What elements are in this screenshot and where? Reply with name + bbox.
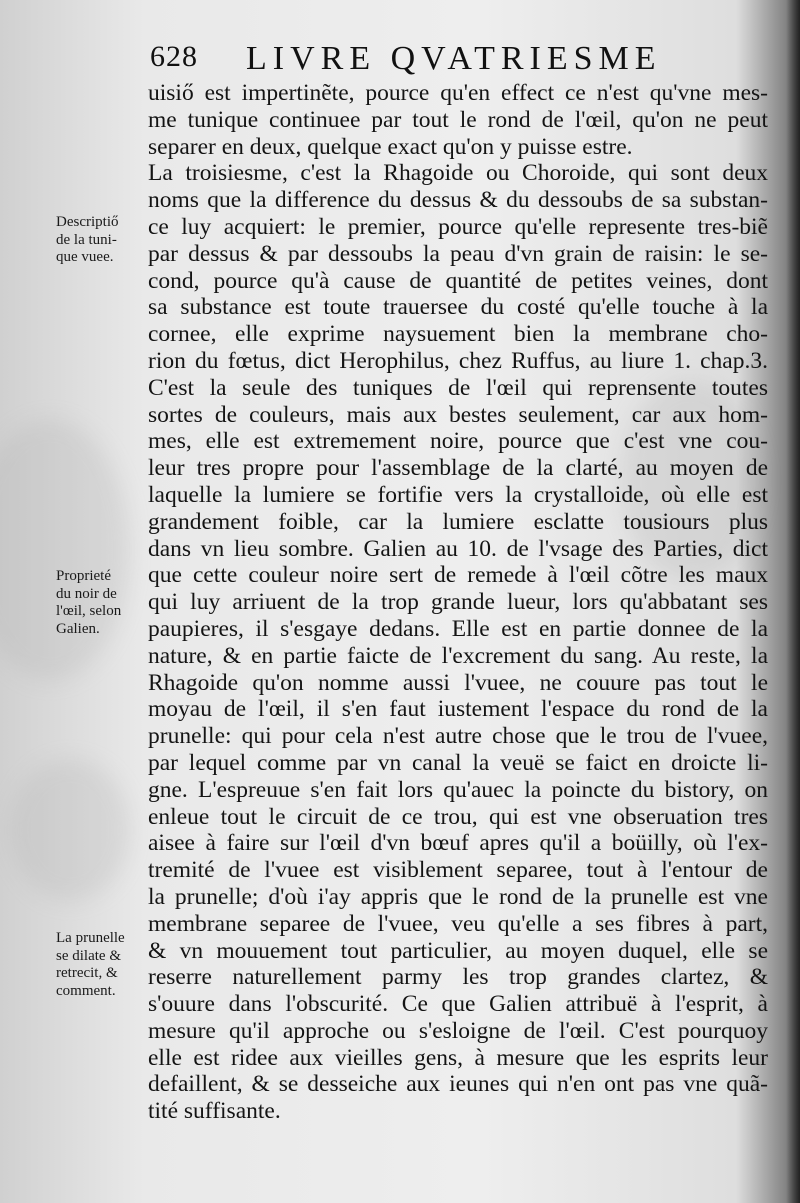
text-line: mes, elle est extremement noire, pource que c'est vne cou- — [148, 428, 768, 455]
margin-note-line: retrecit, & — [56, 965, 118, 981]
margin-note-line: Proprieté — [56, 568, 111, 584]
text-line: La troisiesme, c'est la Rhagoide ou Choroide, qui sont deux — [148, 160, 768, 187]
text-line: que cette couleur noire sert de remede à l'œil cõtre les maux — [148, 562, 768, 589]
text-line: nature, & en partie faicte de l'excrement du sang. Au reste, la — [148, 642, 768, 669]
text-line: leur tres propre pour l'assemblage de la clarté, au moyen de — [148, 455, 768, 482]
text-line: ce luy acquiert: le premier, pource qu'elle represente tres-biẽ — [148, 213, 768, 240]
text-line: prunelle: qui pour cela n'est autre chose que le trou de l'vuee, — [148, 723, 768, 750]
text-line: dans vn lieu sombre. Galien au 10. de l'vsage des Parties, dict — [148, 535, 768, 562]
text-line: qui luy arriuent de la trop grande lueur, lors qu'abbatant ses — [148, 589, 768, 616]
text-line: par lequel comme par vn canal la veuë se faict en droicte li- — [148, 749, 768, 776]
text-line: tité suffisante. — [148, 1098, 281, 1125]
text-line: enleue tout le circuit de ce trou, qui est vne obseruation tres — [148, 803, 768, 830]
margin-note-line: Galien. — [56, 620, 100, 637]
text-line: grandement foible, car la lumiere esclatte tousiours plus — [148, 508, 768, 535]
text-line: noms que la difference du dessus & du dessoubs de sa substan- — [148, 187, 768, 214]
text-line: rion du fœtus, dict Herophilus, chez Ruffus, au liure 1. chap.3. — [148, 347, 768, 374]
text-line: uisiő est impertinẽte, pource qu'en effect ce n'est qu'vne mes- — [148, 80, 768, 106]
margin-note-line: se dilate & — [56, 947, 121, 964]
margin-note-line: l'œil, selon — [56, 603, 122, 619]
text-line: cond, pource qu'à cause de quantité de petites veines, dont — [148, 267, 768, 294]
text-line: mesure qu'il approche ou s'esloigne de l'œil. C'est pourquoy — [148, 1017, 768, 1044]
text-line: me tunique continuee par tout le rond de l'œil, qu'on ne peut — [148, 106, 768, 133]
text-line: gne. L'espreuue s'en fait lors qu'auec la poincte du bistory, on — [148, 776, 768, 803]
text-line: & vn mouuement tout particulier, au moyen duquel, elle se — [148, 937, 768, 964]
text-line: sa substance est toute trauersee du costé qu'elle touche à la — [148, 294, 768, 321]
margin-note-line: Descriptiő — [56, 214, 119, 230]
text-line: paupieres, il s'esgaye dedans. Elle est en partie donnee de la — [148, 615, 768, 642]
text-line: defaillent, & se desseiche aux ieunes qui n'en ont pas vne quã- — [148, 1071, 768, 1098]
text-line: sortes de couleurs, mais aux bestes seulement, car aux hom- — [148, 401, 768, 428]
margin-note-line: de la tuni- — [56, 231, 117, 248]
margin-note-line: du noir de — [56, 585, 117, 602]
body-text — [148, 80, 768, 1125]
text-line: par dessus & par dessoubs la peau d'vn grain de raisin: le se- — [148, 240, 768, 267]
margin-note-black-color-galen — [56, 568, 148, 638]
text-line: elle est ridee aux vieilles gens, à mesure que les esprits leur — [148, 1044, 768, 1071]
running-title: LIVRE QVATRIESME — [246, 40, 662, 77]
text-line: s'ouure dans l'obscurité. Ce que Galien attribuë à l'esprit, à — [148, 991, 768, 1018]
text-line: reserre naturellement parmy les trop grandes clartez, & — [148, 964, 768, 991]
page-number: 628 — [150, 40, 198, 73]
margin-note-line: que vuee. — [56, 249, 114, 265]
margin-note-line: La prunelle — [56, 930, 125, 946]
page-header — [150, 40, 770, 84]
paper-stain — [0, 420, 130, 680]
margin-note-description-uvee — [56, 214, 148, 267]
text-line: cornee, elle exprime naysuement bien la membrane cho- — [148, 321, 768, 348]
text-line: Rhagoide qu'on nomme aussi l'vuee, ne couure pas tout le — [148, 669, 768, 696]
text-line: separer en deux, quelque exact qu'on y puisse estre. — [148, 133, 633, 160]
text-line: la prunelle; d'où i'ay appris que le rond de la prunelle est vne — [148, 883, 768, 910]
text-line: C'est la seule des tuniques de l'œil qui reprensente toutes — [148, 374, 768, 401]
margin-note-line: comment. — [56, 982, 116, 999]
text-line: tremité de l'vuee est visiblement separee, tout à l'entour de — [148, 857, 768, 884]
text-line: laquelle la lumiere se fortifie vers la crystalloide, où elle est — [148, 481, 768, 508]
margin-note-pupil-dilates — [56, 930, 148, 1000]
text-line: membrane separee de l'vuee, veu qu'elle a ses fibres à part, — [148, 910, 768, 937]
text-line: aisee à faire sur l'œil d'vn bœuf apres qu'il a boüilly, où l'ex- — [148, 830, 768, 857]
paper-stain — [10, 760, 130, 900]
text-line: moyau de l'œil, il s'en faut iustement l'espace du rond de la — [148, 696, 768, 723]
